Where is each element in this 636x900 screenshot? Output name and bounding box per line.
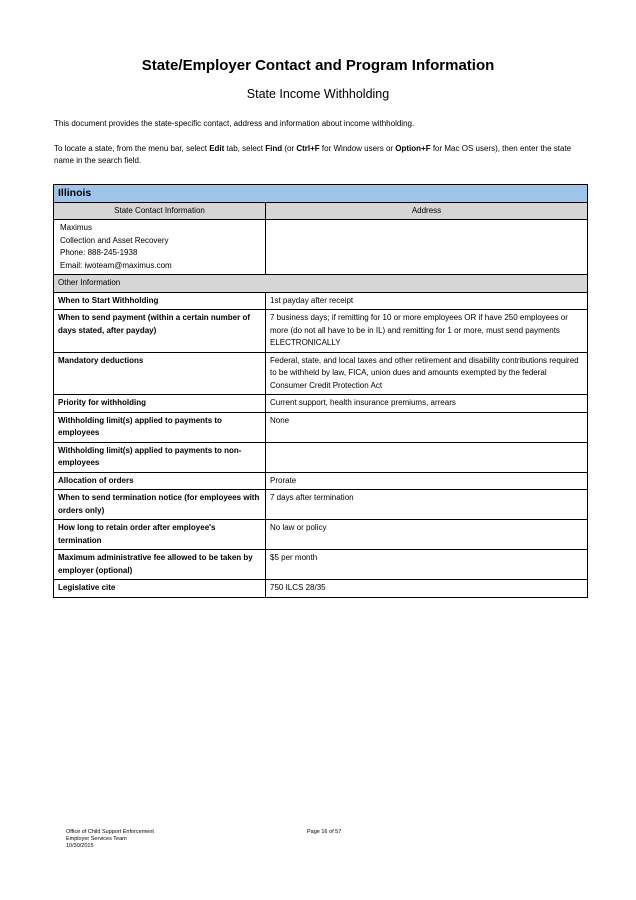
instr-ctrlf: Ctrl+F (296, 144, 320, 153)
table-row (54, 442, 588, 472)
row-value: 750 ILCS 28/35 (266, 580, 588, 598)
row-value: Prorate (266, 472, 588, 490)
table-row (54, 550, 588, 580)
row-label: Allocation of orders (54, 472, 266, 490)
table-row (54, 490, 588, 520)
instr-text: for Mac OS users), then enter the state name in the search field. (54, 144, 572, 165)
intro-paragraph: This document provides the state-specific contact, address and information about income withholding. (54, 119, 415, 128)
footer-office: Office of Child Support Enforcement (66, 829, 154, 835)
contact-phone: Phone: 888-245-1938 (60, 248, 138, 257)
row-value: 7 days after termination (266, 490, 588, 520)
footer-date: 10/30/2015 (66, 843, 94, 849)
contact-line: Collection and Asset Recovery (60, 235, 169, 245)
state-name: Illinois (54, 185, 588, 203)
state-row (54, 185, 588, 203)
table-row (54, 472, 588, 490)
contact-line: Maximus (60, 223, 93, 232)
row-value: Current support, health insurance premiums, arrears (266, 395, 588, 413)
instr-text: (or (282, 144, 297, 153)
row-label: Legislative cite (54, 580, 266, 598)
contact-row (54, 220, 588, 275)
other-info-header: Other Information (54, 275, 588, 293)
row-value: 7 business days; if remitting for 10 or more employees OR if have 250 employees or more (do not all have to be in IL) and remitting for 1 or more, must send payments ELECTRONICALLY (266, 310, 588, 353)
col-header-address: Address (266, 202, 588, 220)
row-label: Maximum administrative fee allowed to be taken by employer (optional) (54, 550, 266, 580)
table-row (54, 520, 588, 550)
table-row (54, 395, 588, 413)
row-value (266, 442, 588, 472)
table-row (54, 292, 588, 310)
table-row (54, 310, 588, 353)
instructions-paragraph (54, 143, 586, 167)
row-value: 1st payday after receipt (266, 292, 588, 310)
instr-optionf: Option+F (395, 144, 431, 153)
other-info-header-row (54, 275, 588, 293)
table-row (54, 412, 588, 442)
row-label: Mandatory deductions (54, 352, 266, 395)
instr-text: To locate a state, from the menu bar, select (54, 144, 210, 153)
row-label: Withholding limit(s) applied to payments to non-employees (54, 442, 266, 472)
footer-team: Employer Services Team (66, 836, 127, 842)
column-header-row (54, 202, 588, 220)
instr-text: for Window users or (319, 144, 396, 153)
table-row (54, 580, 588, 598)
row-label: How long to retain order after employee's termination (54, 520, 266, 550)
row-label: When to Start Withholding (54, 292, 266, 310)
instr-text: tab, select (224, 144, 266, 153)
row-value: $5 per month (266, 550, 588, 580)
instr-edit: Edit (209, 144, 225, 153)
col-header-contact: State Contact Information (54, 202, 266, 220)
address-cell (266, 220, 588, 275)
footer-page-number: Page 16 of 57 (307, 829, 342, 835)
instr-find: Find (265, 144, 283, 153)
row-label: When to send payment (within a certain number of days stated, after payday) (54, 310, 266, 353)
row-label: Priority for withholding (54, 395, 266, 413)
row-value: No law or policy (266, 520, 588, 550)
page-title: State/Employer Contact and Program Information (141, 57, 495, 74)
contact-email: Email: iwoteam@maximus.com (60, 260, 172, 270)
row-value: None (266, 412, 588, 442)
row-label: When to send termination notice (for employees with orders only) (54, 490, 266, 520)
state-info-table (53, 184, 588, 598)
table-row (54, 352, 588, 395)
row-label: Withholding limit(s) applied to payments to employees (54, 412, 266, 442)
page-subtitle: State Income Withholding (246, 87, 390, 101)
contact-info-cell (54, 220, 266, 275)
footer-office-block (66, 829, 154, 850)
row-value: Federal, state, and local taxes and other retirement and disability contributions required to be withheld by law, FICA, union dues and amounts exempted by the federal Consumer Credit Protection Act (266, 352, 588, 395)
